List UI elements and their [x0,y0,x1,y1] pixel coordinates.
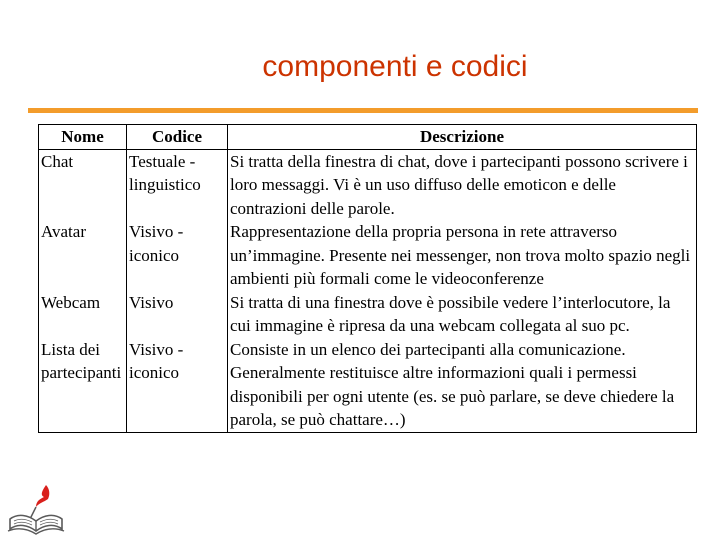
title-underline [28,108,698,113]
table-row [39,220,697,291]
header-nome: Nome [39,125,127,150]
cell-descrizione: Si tratta della finestra di chat, dove i partecipanti possono scrivere i loro messaggi. Vi è un uso diffuso delle emoticon e delle contrazioni delle parole. [228,149,697,220]
cell-descrizione: Rappresentazione della propria persona in rete attraverso un’immagine. Presente nei messenger, non trova molto spazio negli ambienti più formali come le videoconferenze [228,220,697,291]
cell-codice: Visivo [127,291,228,338]
header-codice: Codice [127,125,228,150]
cell-nome: Webcam [39,291,127,338]
table-row [39,338,697,433]
slide-title: componenti e codici [262,50,528,83]
cell-nome: Avatar [39,220,127,291]
components-table [38,124,697,433]
cell-nome: Lista dei partecipanti [39,338,127,433]
cell-descrizione: Consiste in un elenco dei partecipanti alla comunicazione. Generalmente restituisce altre informazioni quali i permessi disponibili per ogni utente (es. se può parlare, se deve chiedere la parola, se può chattare…) [228,338,697,433]
table-row [39,291,697,338]
header-descrizione: Descrizione [228,125,697,150]
table-row [39,149,697,220]
cell-codice: Visivo - iconico [127,220,228,291]
cell-nome: Chat [39,149,127,220]
cell-codice: Visivo - iconico [127,338,228,433]
cell-codice: Testuale - linguistico [127,149,228,220]
table-header-row [39,125,697,150]
open-book-icon [6,483,66,535]
cell-descrizione: Si tratta di una finestra dove è possibile vedere l’interlocutore, la cui immagine è ripresa da una webcam collegata al suo pc. [228,291,697,338]
